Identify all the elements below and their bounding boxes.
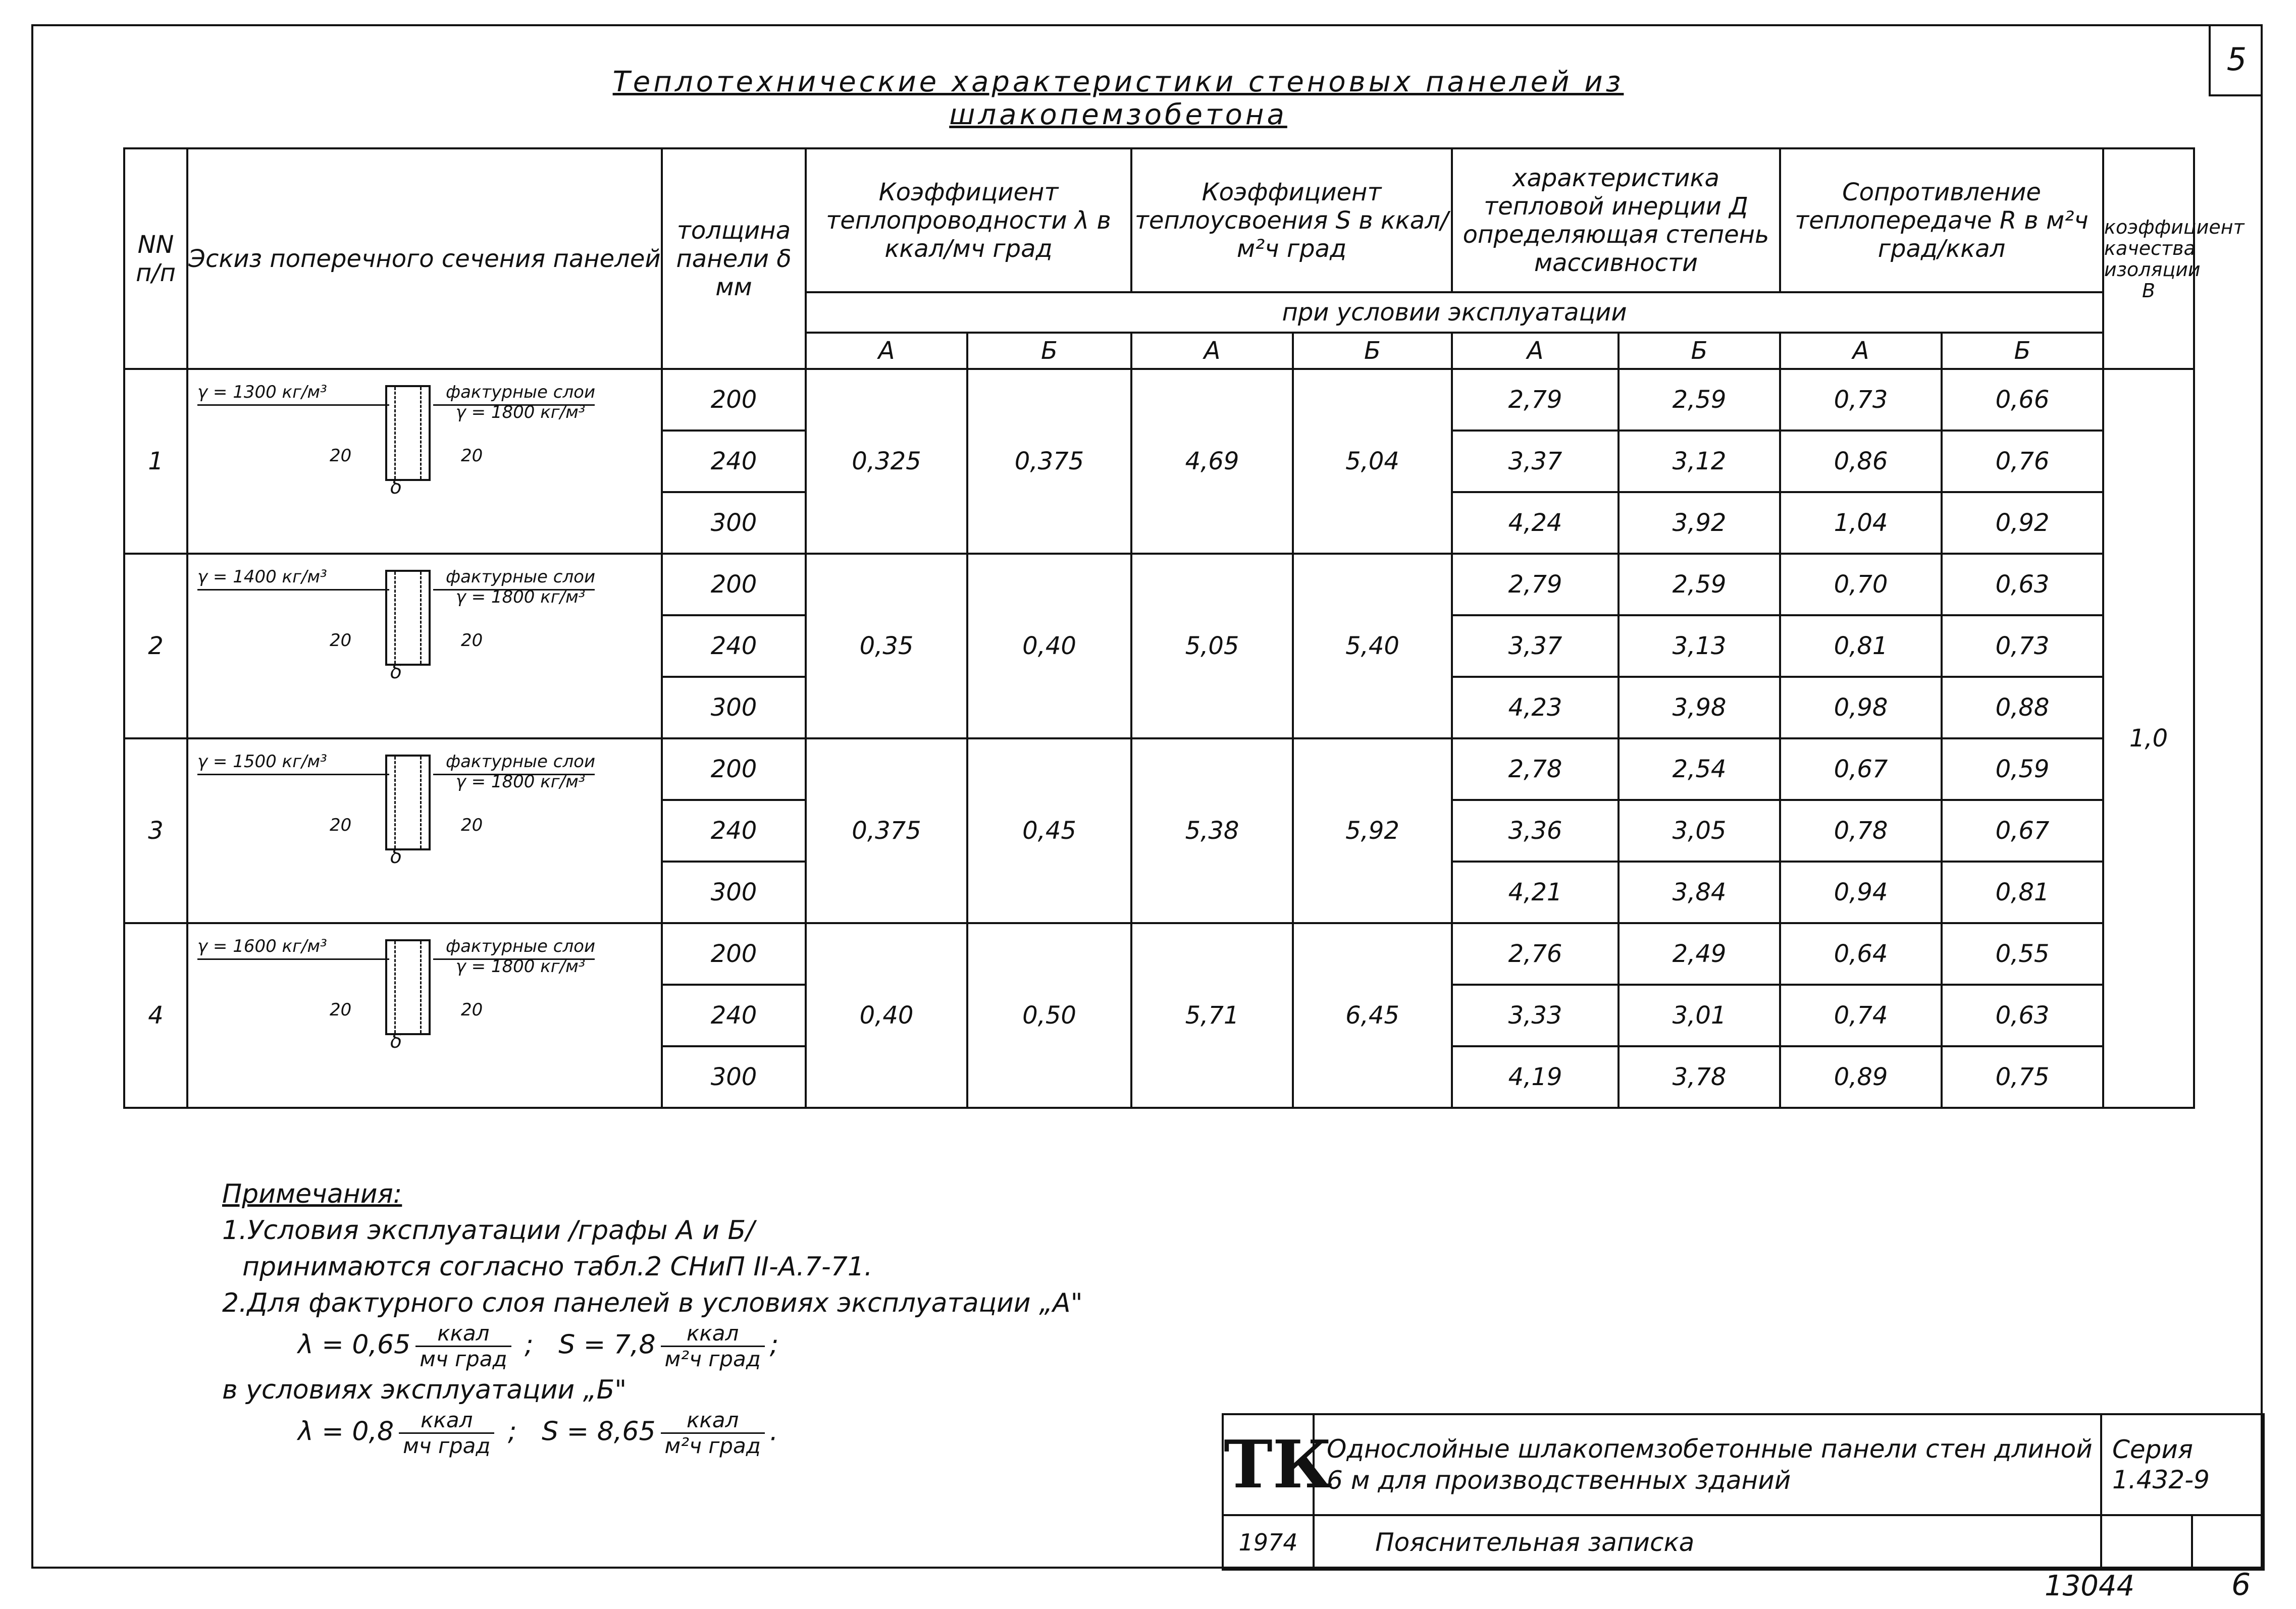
notes-title: Примечания:: [222, 1179, 402, 1209]
thickness-cell: 300: [662, 862, 806, 923]
header-thickness: толщина панели δ мм: [662, 148, 806, 369]
sketch-gamma: γ = 1400 кг/м³: [197, 567, 327, 587]
s-a-cell: 5,05: [1131, 554, 1293, 738]
thermal-table: [123, 147, 2245, 1108]
formula-sep: .: [769, 1416, 778, 1447]
formula-num: ккал: [415, 1321, 511, 1347]
r-b-cell: 0,76: [1942, 431, 2103, 492]
r-b-cell: 0,67: [1942, 800, 2103, 862]
sketch-fact-label: фактурные слои: [446, 752, 596, 772]
thickness-cell: 300: [662, 677, 806, 738]
sketch-fact-label: фактурные слои: [446, 936, 596, 956]
dim-20-right: 20: [461, 446, 483, 466]
header-cond-b: Б: [967, 333, 1131, 369]
dim-20-right: 20: [461, 630, 483, 651]
header-cond-a: А: [1131, 333, 1293, 369]
stamp-series: [2101, 1414, 2264, 1515]
archive-code: 13044: [2045, 1570, 2135, 1602]
header-cond-a: А: [1780, 333, 1942, 369]
formula-sep: ;: [508, 1416, 517, 1447]
d-b-cell: 2,59: [1619, 369, 1780, 431]
dim-20-left: 20: [330, 815, 352, 835]
section-drawing: [188, 555, 661, 737]
s-b-cell: 5,40: [1293, 554, 1452, 738]
stamp-doc: Пояснительная записка: [1314, 1515, 2101, 1570]
stamp-year: 1974: [1223, 1515, 1314, 1570]
leader-line: [197, 404, 389, 406]
r-b-cell: 0,73: [1942, 615, 2103, 677]
thickness-cell: 240: [662, 431, 806, 492]
formula-den: м²ч град: [664, 1433, 761, 1458]
header-cond-b: Б: [1942, 333, 2103, 369]
r-a-cell: 0,73: [1780, 369, 1942, 431]
series-label: Серия: [2112, 1435, 2193, 1464]
leader-line: [197, 774, 389, 775]
panel-section: [385, 939, 431, 1035]
formula-s-a: S = 7,8: [558, 1329, 656, 1360]
sketch-layers: [446, 567, 595, 607]
stamp-blank-2: [2192, 1515, 2264, 1570]
formula-s-b: S = 8,65: [542, 1416, 656, 1447]
dim-20-left: 20: [330, 630, 352, 651]
d-b-cell: 3,05: [1619, 800, 1780, 862]
r-a-cell: 0,64: [1780, 923, 1942, 985]
thickness-cell: 300: [662, 1046, 806, 1108]
table-row: [124, 369, 2194, 431]
header-cond-b: Б: [1293, 333, 1452, 369]
sketch-layers: [446, 382, 595, 422]
d-b-cell: 3,13: [1619, 615, 1780, 677]
sketch-gamma2: γ = 1800 кг/м³: [455, 956, 586, 977]
s-b-cell: 5,04: [1293, 369, 1452, 554]
dim-20-left: 20: [330, 446, 352, 466]
thickness-cell: 200: [662, 369, 806, 431]
panel-section: [385, 570, 431, 666]
r-a-cell: 0,74: [1780, 985, 1942, 1046]
d-b-cell: 3,92: [1619, 492, 1780, 554]
r-b-cell: 0,92: [1942, 492, 2103, 554]
header-r: Сопротивление теплопередаче R в м²ч град/ккал: [1780, 148, 2103, 292]
d-b-cell: 2,54: [1619, 738, 1780, 800]
sketch-gamma2: γ = 1800 кг/м³: [455, 402, 586, 422]
dim-20-left: 20: [330, 1000, 352, 1020]
thickness-cell: 240: [662, 985, 806, 1046]
d-b-cell: 3,12: [1619, 431, 1780, 492]
sketch-fact-label: фактурные слои: [446, 567, 596, 587]
header-b: коэффициент качества изоляции В: [2103, 148, 2194, 369]
note-formula-a: [222, 1321, 1232, 1372]
formula-num: ккал: [661, 1408, 765, 1434]
lambda-b-cell: 0,40: [967, 554, 1131, 738]
dim-delta: δ: [390, 1030, 402, 1052]
sketch-gamma: γ = 1300 кг/м³: [197, 382, 327, 402]
table-row: [124, 554, 2194, 615]
d-a-cell: 2,78: [1452, 738, 1619, 800]
formula-lambda-a: λ = 0,65: [298, 1329, 411, 1360]
d-b-cell: 3,84: [1619, 862, 1780, 923]
stamp-blank-1: [2101, 1515, 2192, 1570]
sketch-gamma2: γ = 1800 кг/м³: [455, 772, 586, 792]
leader-line: [197, 589, 389, 591]
r-a-cell: 0,89: [1780, 1046, 1942, 1108]
d-a-cell: 2,79: [1452, 369, 1619, 431]
title-block: [1222, 1413, 2263, 1569]
d-a-cell: 3,37: [1452, 431, 1619, 492]
row-number: 3: [124, 738, 187, 923]
sketch-gamma2: γ = 1800 кг/м³: [455, 587, 586, 607]
header-cond-a: А: [806, 333, 967, 369]
formula-lambda-b: λ = 0,8: [298, 1416, 394, 1447]
row-number: 2: [124, 554, 187, 738]
section-drawing: [188, 370, 661, 553]
s-a-cell: 5,71: [1131, 923, 1293, 1108]
r-a-cell: 0,94: [1780, 862, 1942, 923]
panel-section: [385, 755, 431, 850]
r-a-cell: 0,70: [1780, 554, 1942, 615]
lambda-a-cell: 0,40: [806, 923, 967, 1108]
dim-delta: δ: [390, 661, 402, 683]
section-drawing: [188, 924, 661, 1107]
d-a-cell: 4,21: [1452, 862, 1619, 923]
table-row: [124, 738, 2194, 800]
d-a-cell: 3,37: [1452, 615, 1619, 677]
thickness-cell: 200: [662, 738, 806, 800]
r-a-cell: 0,81: [1780, 615, 1942, 677]
thickness-cell: 300: [662, 492, 806, 554]
r-a-cell: 0,98: [1780, 677, 1942, 738]
lambda-b-cell: 0,375: [967, 369, 1131, 554]
panel-sketch: [187, 923, 662, 1108]
header-s: Коэффициент теплоусвоения S в ккал/м²ч град: [1131, 148, 1452, 292]
s-b-cell: 5,92: [1293, 738, 1452, 923]
r-b-cell: 0,75: [1942, 1046, 2103, 1108]
panel-sketch: [187, 369, 662, 554]
r-b-cell: 0,63: [1942, 985, 2103, 1046]
header-conditions: при условии эксплуатации: [806, 292, 2103, 333]
d-a-cell: 3,36: [1452, 800, 1619, 862]
panel-sketch: [187, 554, 662, 738]
tk-logo: ТК: [1223, 1414, 1314, 1515]
note-line-2: принимаются согласно табл.2 СНиП II-А.7-71.: [242, 1252, 873, 1282]
r-a-cell: 1,04: [1780, 492, 1942, 554]
stamp-description: Однослойные шлакопемзобетонные панели стен длиной 6 м для производственных зданий: [1314, 1414, 2101, 1515]
formula-den: мч град: [403, 1433, 491, 1458]
r-b-cell: 0,88: [1942, 677, 2103, 738]
d-a-cell: 4,19: [1452, 1046, 1619, 1108]
page-title: Теплотехнические характеристики стеновых панелей из шлакопемзобетона: [612, 66, 1624, 131]
header-sketch: Эскиз поперечного сечения панелей: [187, 148, 662, 369]
panel-sketch: [187, 738, 662, 923]
d-b-cell: 2,49: [1619, 923, 1780, 985]
row-number: 1: [124, 369, 187, 554]
page-number: 5: [2209, 24, 2263, 96]
lambda-a-cell: 0,35: [806, 554, 967, 738]
r-b-cell: 0,55: [1942, 923, 2103, 985]
r-a-cell: 0,78: [1780, 800, 1942, 862]
s-a-cell: 5,38: [1131, 738, 1293, 923]
sketch-layers: [446, 936, 595, 977]
leader-line: [197, 958, 389, 960]
r-b-cell: 0,63: [1942, 554, 2103, 615]
formula-num: ккал: [399, 1408, 494, 1434]
thickness-cell: 200: [662, 554, 806, 615]
formula-sep: ;: [525, 1329, 534, 1360]
sketch-gamma: γ = 1500 кг/м³: [197, 752, 327, 772]
formula-den: м²ч град: [664, 1347, 761, 1371]
s-b-cell: 6,45: [1293, 923, 1452, 1108]
b-value-cell: 1,0: [2103, 369, 2194, 1108]
series-value: 1.432-9: [2112, 1465, 2210, 1494]
s-a-cell: 4,69: [1131, 369, 1293, 554]
lambda-b-cell: 0,50: [967, 923, 1131, 1108]
formula-num: ккал: [661, 1321, 765, 1347]
d-b-cell: 3,78: [1619, 1046, 1780, 1108]
dim-20-right: 20: [461, 815, 483, 835]
r-b-cell: 0,66: [1942, 369, 2103, 431]
r-b-cell: 0,59: [1942, 738, 2103, 800]
d-a-cell: 4,23: [1452, 677, 1619, 738]
note-line-3: 2.Для фактурного слоя панелей в условиях эксплуатации „А": [222, 1288, 1083, 1318]
panel-section: [385, 385, 431, 481]
note-line-1: 1.Условия эксплуатации /графы А и Б/: [222, 1215, 755, 1246]
d-a-cell: 3,33: [1452, 985, 1619, 1046]
r-b-cell: 0,81: [1942, 862, 2103, 923]
header-cond-a: А: [1452, 333, 1619, 369]
table-row: [124, 923, 2194, 985]
formula-sep: ;: [769, 1329, 779, 1360]
notes: [222, 1176, 1232, 1459]
header-lambda: Коэффициент теплопроводности λ в ккал/мч град: [806, 148, 1131, 292]
dim-delta: δ: [390, 476, 402, 498]
thickness-cell: 240: [662, 615, 806, 677]
d-b-cell: 2,59: [1619, 554, 1780, 615]
r-a-cell: 0,86: [1780, 431, 1942, 492]
thickness-cell: 240: [662, 800, 806, 862]
header-num: NN п/п: [124, 148, 187, 369]
sketch-fact-label: фактурные слои: [446, 382, 596, 402]
d-a-cell: 4,24: [1452, 492, 1619, 554]
row-number: 4: [124, 923, 187, 1108]
lambda-a-cell: 0,325: [806, 369, 967, 554]
header-d: характеристика тепловой инерции Д определяющая степень массивности: [1452, 148, 1780, 292]
lambda-b-cell: 0,45: [967, 738, 1131, 923]
note-line-4: в условиях эксплуатации „Б": [222, 1375, 627, 1405]
sheet-number: 6: [2231, 1567, 2251, 1602]
note-formula-b: [222, 1408, 1232, 1459]
d-b-cell: 3,98: [1619, 677, 1780, 738]
lambda-a-cell: 0,375: [806, 738, 967, 923]
d-a-cell: 2,79: [1452, 554, 1619, 615]
r-a-cell: 0,67: [1780, 738, 1942, 800]
header-cond-b: Б: [1619, 333, 1780, 369]
sketch-gamma: γ = 1600 кг/м³: [197, 936, 327, 956]
section-drawing: [188, 739, 661, 922]
d-b-cell: 3,01: [1619, 985, 1780, 1046]
formula-den: мч град: [420, 1347, 507, 1371]
thickness-cell: 200: [662, 923, 806, 985]
dim-20-right: 20: [461, 1000, 483, 1020]
dim-delta: δ: [390, 845, 402, 868]
d-a-cell: 2,76: [1452, 923, 1619, 985]
sketch-layers: [446, 752, 595, 792]
